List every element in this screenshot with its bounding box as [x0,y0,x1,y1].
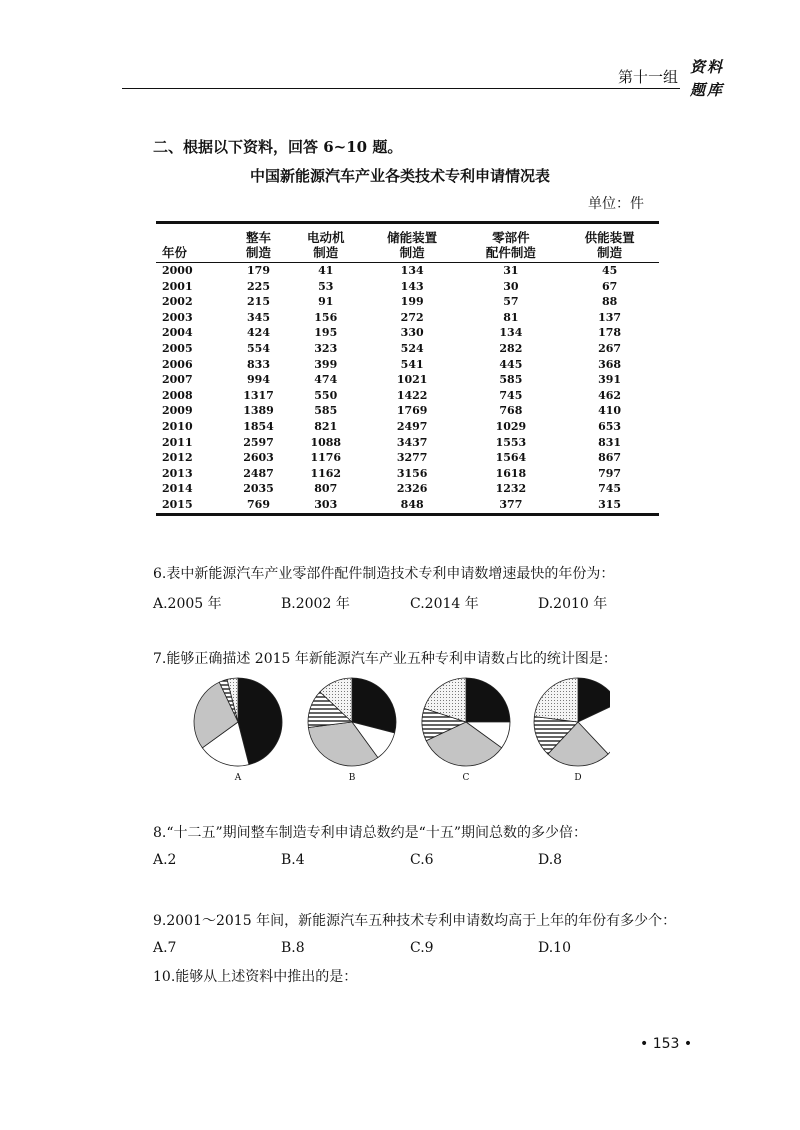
table-cell: 31 [503,264,519,277]
table-row [156,403,659,419]
table-cell: 821 [314,419,338,433]
pie-slice [466,678,510,722]
table-cell: 1232 [495,482,527,496]
table-cell: 53 [318,279,334,293]
table-row [156,279,659,295]
table-cell: 462 [598,388,622,402]
table-header-text: 电动机 [307,230,345,245]
table-cell: 424 [247,326,270,340]
table-cell: 2013 [162,466,193,480]
question-8-text: 8.“十二五”期间整车制造专利申请总数约是“十五”期间总数的多少倍： [153,825,587,841]
table-cell: 267 [598,341,622,355]
table-cell: 1162 [310,466,342,480]
table-cell: 377 [462,497,561,514]
table-header-text: 整车 [246,230,272,245]
table-cell: 867 [598,451,622,465]
question-9-option-b: B.8 [281,940,305,956]
table-cell: 2603 [243,451,274,465]
question-6-option-a: A.2005 年 [153,596,222,612]
table-cell: 1553 [495,435,527,449]
pie-chart-options [190,672,610,792]
table-cell: 2014 [162,482,193,496]
table-row [156,341,659,357]
table-row [156,294,659,310]
question-6-option-c: C.2014 年 [410,596,479,612]
table-cell: 541 [400,357,424,371]
table-row [156,497,659,514]
table-cell: 156 [314,310,338,324]
table-cell: 745 [499,388,523,402]
table-header-cell [228,223,288,263]
table-row [156,372,659,388]
table-cell: 1389 [243,404,274,418]
table-cell: 554 [247,341,270,355]
table-cell: 2011 [162,435,193,449]
table-unit: 单位：件 [588,196,644,212]
header-divider [122,88,680,89]
table-cell: 2035 [243,482,274,496]
table-cell: 524 [400,341,424,355]
table-cell: 3156 [396,466,428,480]
patent-table [156,221,659,516]
table-header-text: 供能装置 [584,230,635,245]
table-row [156,435,659,451]
table-cell: 994 [247,373,270,387]
table-cell: 215 [247,295,270,309]
table-cell: 831 [598,435,622,449]
table-cell: 368 [598,357,622,371]
table-cell: 41 [318,264,334,277]
question-7-text: 7.能够正确描述 2015 年新能源汽车产业五种专利申请数占比的统计图是： [153,651,617,667]
table-cell: 445 [499,357,523,371]
table-cell: 1088 [310,435,342,449]
table-cell: 330 [400,326,424,340]
table-cell: 745 [598,482,622,496]
table-cell: 3277 [396,451,428,465]
table-cell: 2497 [396,419,428,433]
table-cell: 797 [598,466,622,480]
table-cell: 91 [318,295,334,309]
table-cell: 474 [314,373,338,387]
table-cell: 134 [400,264,424,277]
table-header-text: 制造 [597,245,623,260]
table-cell: 2597 [243,435,274,449]
table-cell: 3437 [396,435,428,449]
pie-label: A [234,773,242,783]
table-cell: 1422 [396,388,428,402]
table-cell: 1176 [310,451,342,465]
table-cell: 2000 [162,264,193,277]
table-cell: 2326 [396,482,428,496]
table-header-row [156,223,659,263]
question-9-options [153,940,676,968]
table-cell: 282 [499,341,523,355]
table-cell: 1564 [495,451,527,465]
table-cell: 807 [314,482,338,496]
table-cell: 195 [314,326,338,340]
table-row [156,419,659,435]
table-cell: 550 [314,388,338,402]
table-row [156,263,659,279]
table-cell: 81 [503,310,519,324]
table-cell: 2009 [162,404,193,418]
table-cell: 2005 [162,341,193,355]
table-row [156,357,659,373]
table-cell: 2015 [156,497,228,514]
table-cell: 653 [598,419,622,433]
page-number: • 153 • [640,1036,693,1052]
table-cell: 1021 [396,373,428,387]
table-cell: 1769 [396,404,428,418]
table-cell: 199 [400,295,424,309]
table-header-text: 制造 [399,245,425,260]
table-cell: 272 [400,310,424,324]
table-cell: 2007 [162,373,193,387]
table-header-text: 制造 [313,245,339,260]
table-cell: 2001 [162,279,193,293]
table-cell: 2004 [162,326,193,340]
table-row [156,310,659,326]
question-9-text: 9.2001～2015 年间，新能源汽车五种技术专利申请数均高于上年的年份有多少个： [153,913,677,929]
table-cell: 2487 [243,466,274,480]
table-cell: 399 [314,357,338,371]
table-cell: 45 [601,264,618,277]
table-cell: 768 [499,404,523,418]
table-cell: 2006 [162,357,193,371]
table-cell: 1029 [495,419,527,433]
table-cell: 303 [289,497,363,514]
table-header-text: 配件制造 [485,245,536,260]
question-9-option-d: D.10 [538,940,571,956]
question-8-option-b: B.4 [281,852,305,868]
pie-label: B [348,773,356,783]
question-9 [153,910,676,968]
header-brand-bottom: 题库 [690,81,725,99]
table-cell: 345 [247,310,270,324]
question-10-text: 10.能够从上述资料中推出的是： [153,969,358,985]
table-header-text: 制造 [246,245,272,260]
question-8 [153,822,587,880]
table-cell: 67 [601,279,618,293]
table-header-text: 零部件 [492,230,530,245]
table-cell: 30 [503,279,519,293]
table-cell: 2003 [162,310,193,324]
question-6-option-d: D.2010 年 [538,596,608,612]
question-8-option-c: C.6 [410,852,434,868]
table-cell: 585 [314,404,338,418]
table-header-cell [156,223,228,263]
pie-label: C [462,773,470,783]
table-cell: 1317 [243,388,274,402]
question-9-option-c: C.9 [410,940,434,956]
header-brand-top: 资料 [690,58,725,76]
question-6-option-b: B.2002 年 [281,596,350,612]
table-row [156,481,659,497]
table-header-cell [560,223,659,263]
table-row [156,388,659,404]
table-row [156,450,659,466]
table-cell: 143 [400,279,424,293]
question-6 [153,563,614,621]
table-cell: 88 [601,295,618,309]
table-cell: 315 [560,497,659,514]
table-cell: 57 [503,295,519,309]
table-cell: 585 [499,373,523,387]
table-cell: 2012 [162,451,193,465]
table-cell: 833 [247,357,270,371]
table-cell: 323 [314,341,338,355]
question-6-options [153,593,614,621]
table-cell: 1854 [243,419,274,433]
question-6-text: 6.表中新能源汽车产业零部件配件制造技术专利申请数增速最快的年份为： [153,566,615,582]
question-8-option-a: A.2 [153,852,177,868]
table-cell: 179 [247,264,270,277]
question-8-options [153,852,587,880]
pie-label: D [574,773,582,783]
table-cell: 137 [598,310,622,324]
table-header-text: 储能装置 [387,230,438,245]
table-cell: 2010 [162,419,193,433]
table-cell: 2008 [162,388,193,402]
table-header-cell [462,223,561,263]
section-intro: 二、根据以下资料，回答 6~10 题。 [153,138,403,156]
table-header-cell [289,223,363,263]
table-cell: 848 [363,497,462,514]
header-group-label: 第十一组 [618,68,679,86]
pie-slice [534,678,578,722]
table-row [156,325,659,341]
table-cell: 391 [598,373,622,387]
table-cell: 410 [598,404,622,418]
table-cell: 2002 [162,295,193,309]
table-header-text: 年份 [162,245,188,260]
table-cell: 1618 [495,466,527,480]
table-cell: 178 [598,326,622,340]
table-cell: 134 [499,326,523,340]
question-8-option-d: D.8 [538,852,563,868]
question-9-option-a: A.7 [153,940,177,956]
table-cell: 769 [228,497,288,514]
table-cell: 225 [247,279,270,293]
table-row [156,466,659,482]
table-title: 中国新能源汽车产业各类技术专利申请情况表 [249,167,550,185]
table-header-cell [363,223,462,263]
